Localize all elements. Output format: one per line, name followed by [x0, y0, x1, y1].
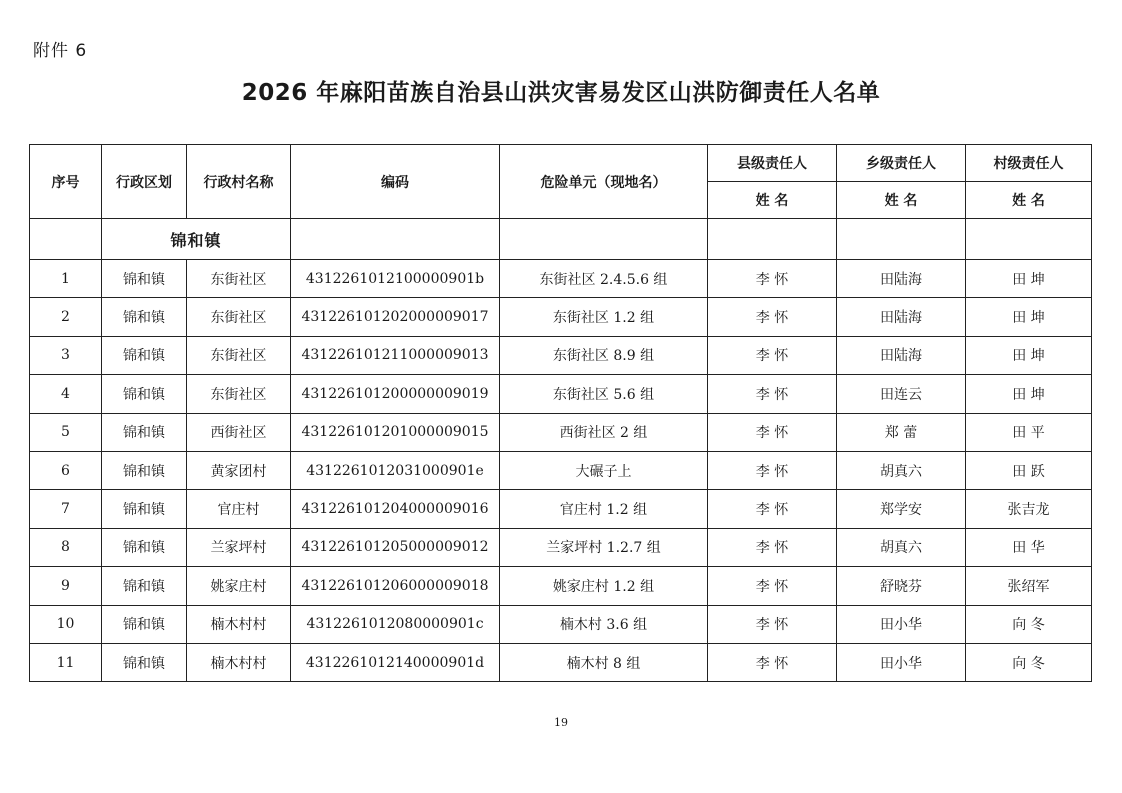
cell-code: 431226101202000009017 — [291, 298, 500, 336]
table-row — [30, 490, 1092, 528]
cell-township-person: 郑 蕾 — [837, 413, 966, 451]
cell-village: 东街社区 — [187, 260, 291, 298]
cell-township-person: 田小华 — [837, 643, 966, 681]
header-county-name: 姓 名 — [708, 182, 837, 219]
cell-danger-unit: 东街社区 5.6 组 — [500, 375, 708, 413]
cell-county-person: 李 怀 — [708, 336, 837, 374]
cell-township-person: 田陆海 — [837, 298, 966, 336]
cell-village-person: 田 坤 — [966, 298, 1092, 336]
cell-seq: 6 — [30, 451, 102, 489]
cell-danger-unit: 兰家坪村 1.2.7 组 — [500, 528, 708, 566]
table-row — [30, 567, 1092, 605]
cell-code: 431226101206000009018 — [291, 567, 500, 605]
cell-village-person: 张绍军 — [966, 567, 1092, 605]
cell-township-person: 田小华 — [837, 605, 966, 643]
page-number: 19 — [554, 716, 568, 729]
cell-danger-unit: 姚家庄村 1.2 组 — [500, 567, 708, 605]
cell-village: 黄家团村 — [187, 451, 291, 489]
cell-village: 东街社区 — [187, 375, 291, 413]
town-empty-cell — [291, 219, 500, 260]
cell-seq: 11 — [30, 643, 102, 681]
cell-district: 锦和镇 — [102, 605, 187, 643]
cell-township-person: 田陆海 — [837, 336, 966, 374]
cell-village-person: 田 坤 — [966, 260, 1092, 298]
town-group-row — [30, 219, 1092, 260]
cell-village: 姚家庄村 — [187, 567, 291, 605]
table-row — [30, 375, 1092, 413]
cell-county-person: 李 怀 — [708, 375, 837, 413]
cell-village: 楠木村村 — [187, 605, 291, 643]
cell-district: 锦和镇 — [102, 375, 187, 413]
table-row — [30, 336, 1092, 374]
table-row — [30, 298, 1092, 336]
responsibility-table — [29, 144, 1092, 682]
cell-seq: 5 — [30, 413, 102, 451]
cell-danger-unit: 大碾子上 — [500, 451, 708, 489]
cell-county-person: 李 怀 — [708, 298, 837, 336]
cell-seq: 8 — [30, 528, 102, 566]
document-title: 2026 年麻阳苗族自治县山洪灾害易发区山洪防御责任人名单 — [241, 80, 881, 106]
header-village-responsible: 村级责任人 — [966, 145, 1092, 182]
cell-code: 4312261012100000901b — [291, 260, 500, 298]
cell-village: 东街社区 — [187, 298, 291, 336]
header-village: 行政村名称 — [187, 145, 291, 219]
town-empty-cell — [966, 219, 1092, 260]
cell-danger-unit: 东街社区 2.4.5.6 组 — [500, 260, 708, 298]
cell-township-person: 田陆海 — [837, 260, 966, 298]
cell-seq: 4 — [30, 375, 102, 413]
cell-district: 锦和镇 — [102, 643, 187, 681]
cell-township-person: 郑学安 — [837, 490, 966, 528]
cell-danger-unit: 楠木村 3.6 组 — [500, 605, 708, 643]
cell-seq: 7 — [30, 490, 102, 528]
cell-district: 锦和镇 — [102, 413, 187, 451]
cell-county-person: 李 怀 — [708, 528, 837, 566]
cell-village-person: 向 冬 — [966, 605, 1092, 643]
cell-code: 4312261012080000901c — [291, 605, 500, 643]
cell-seq: 1 — [30, 260, 102, 298]
cell-township-person: 胡真六 — [837, 451, 966, 489]
cell-code: 431226101205000009012 — [291, 528, 500, 566]
cell-code: 431226101201000009015 — [291, 413, 500, 451]
cell-district: 锦和镇 — [102, 336, 187, 374]
cell-seq: 2 — [30, 298, 102, 336]
header-district: 行政区划 — [102, 145, 187, 219]
header-township-name: 姓 名 — [837, 182, 966, 219]
cell-danger-unit: 官庄村 1.2 组 — [500, 490, 708, 528]
cell-village: 兰家坪村 — [187, 528, 291, 566]
cell-code: 4312261012031000901e — [291, 451, 500, 489]
cell-code: 431226101211000009013 — [291, 336, 500, 374]
cell-danger-unit: 东街社区 1.2 组 — [500, 298, 708, 336]
header-row-1 — [30, 145, 1092, 182]
attachment-label: 附件 6 — [33, 41, 88, 61]
cell-village-person: 田 平 — [966, 413, 1092, 451]
cell-district: 锦和镇 — [102, 260, 187, 298]
cell-village: 西街社区 — [187, 413, 291, 451]
cell-danger-unit: 楠木村 8 组 — [500, 643, 708, 681]
cell-district: 锦和镇 — [102, 528, 187, 566]
cell-village-person: 张吉龙 — [966, 490, 1092, 528]
town-empty-cell — [708, 219, 837, 260]
cell-county-person: 李 怀 — [708, 260, 837, 298]
cell-danger-unit: 东街社区 8.9 组 — [500, 336, 708, 374]
cell-danger-unit: 西街社区 2 组 — [500, 413, 708, 451]
town-group-label: 锦和镇 — [102, 219, 291, 260]
cell-county-person: 李 怀 — [708, 567, 837, 605]
town-empty-cell — [837, 219, 966, 260]
cell-village-person: 田 华 — [966, 528, 1092, 566]
header-village-name: 姓 名 — [966, 182, 1092, 219]
cell-village-person: 田 跃 — [966, 451, 1092, 489]
header-county-responsible: 县级责任人 — [708, 145, 837, 182]
cell-code: 431226101200000009019 — [291, 375, 500, 413]
cell-county-person: 李 怀 — [708, 605, 837, 643]
header-seq: 序号 — [30, 145, 102, 219]
cell-village-person: 田 坤 — [966, 336, 1092, 374]
cell-district: 锦和镇 — [102, 490, 187, 528]
cell-district: 锦和镇 — [102, 451, 187, 489]
cell-district: 锦和镇 — [102, 298, 187, 336]
table-row — [30, 451, 1092, 489]
town-empty-cell — [500, 219, 708, 260]
cell-district: 锦和镇 — [102, 567, 187, 605]
header-code: 编码 — [291, 145, 500, 219]
table-row — [30, 260, 1092, 298]
cell-township-person: 田连云 — [837, 375, 966, 413]
cell-village: 东街社区 — [187, 336, 291, 374]
cell-county-person: 李 怀 — [708, 451, 837, 489]
cell-county-person: 李 怀 — [708, 643, 837, 681]
table-row — [30, 413, 1092, 451]
town-empty-cell — [30, 219, 102, 260]
cell-county-person: 李 怀 — [708, 413, 837, 451]
cell-village: 官庄村 — [187, 490, 291, 528]
cell-code: 431226101204000009016 — [291, 490, 500, 528]
table-row — [30, 605, 1092, 643]
cell-village-person: 田 坤 — [966, 375, 1092, 413]
cell-village: 楠木村村 — [187, 643, 291, 681]
cell-county-person: 李 怀 — [708, 490, 837, 528]
cell-township-person: 胡真六 — [837, 528, 966, 566]
cell-seq: 3 — [30, 336, 102, 374]
cell-seq: 9 — [30, 567, 102, 605]
cell-code: 4312261012140000901d — [291, 643, 500, 681]
table-row — [30, 528, 1092, 566]
cell-township-person: 舒晓芬 — [837, 567, 966, 605]
header-township-responsible: 乡级责任人 — [837, 145, 966, 182]
cell-village-person: 向 冬 — [966, 643, 1092, 681]
cell-seq: 10 — [30, 605, 102, 643]
table-row — [30, 643, 1092, 681]
header-danger-unit: 危险单元（现地名） — [500, 145, 708, 219]
